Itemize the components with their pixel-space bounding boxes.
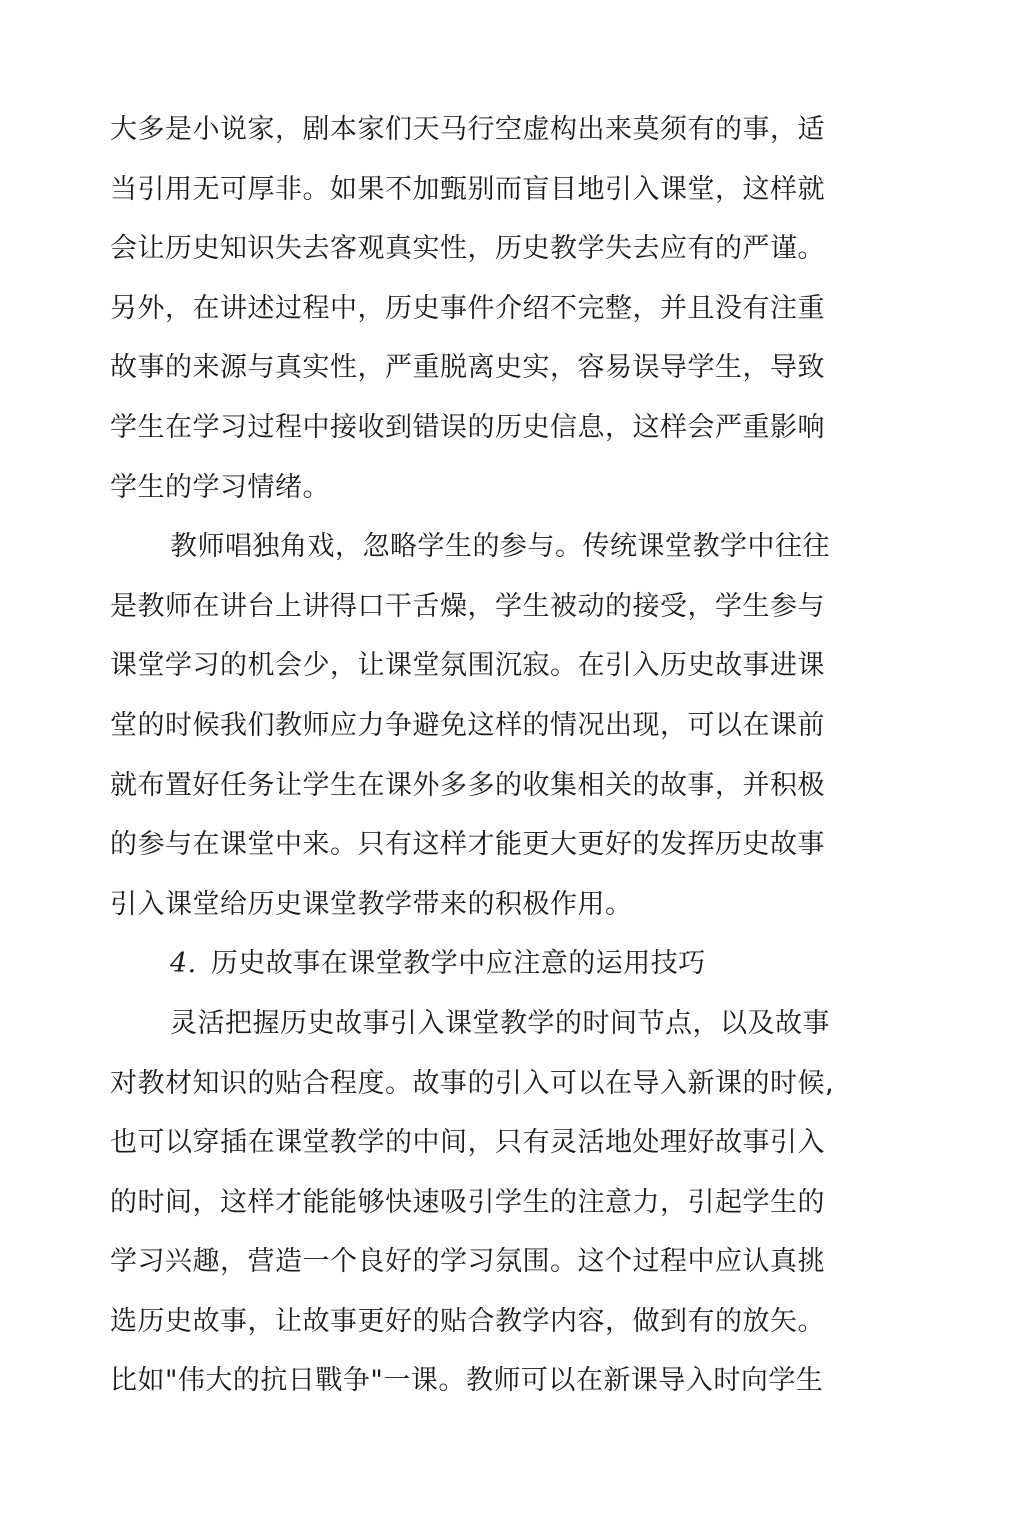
text-line: 选历史故事，让故事更好的贴合教学内容，做到有的放矢。: [110, 1305, 825, 1337]
text-line: 也可以穿插在课堂教学的中间，只有灵活地处理好故事引入: [110, 1127, 825, 1159]
text-line: 是教师在讲台上讲得口干舌燥，学生被动的接受，学生参与: [110, 590, 825, 622]
text-line: 学生在学习过程中接收到错误的历史信息，这样会严重影响: [110, 411, 825, 443]
paragraph-start-line: 教师唱独角戏，忽略学生的参与。传统课堂教学中往往: [170, 531, 830, 563]
text-line: 当引用无可厚非。如果不加甄别而盲目地引入课堂，这样就: [110, 173, 825, 205]
text-line: 故事的来源与真实性，严重脱离史实，容易误导学生，导致: [110, 352, 825, 384]
text-line: 会让历史知识失去客观真实性，历史教学失去应有的严谨。: [110, 233, 825, 265]
text-line: 的参与在课堂中来。只有这样才能更大更好的发挥历史故事: [110, 829, 825, 861]
section-number: 4.: [170, 948, 197, 980]
text-line: 大多是小说家，剧本家们天马行空虚构出来莫须有的事，适: [110, 114, 825, 145]
text-line: 的时间，这样才能能够快速吸引学生的注意力，引起学生的: [110, 1186, 825, 1218]
text-line: 另外，在讲述过程中，历史事件介绍不完整，并且没有注重: [110, 292, 825, 324]
text-line: 学习兴趣，营造一个良好的学习氛围。这个过程中应认真挑: [110, 1246, 825, 1278]
paragraph-start-line: 灵活把握历史故事引入课堂教学的时间节点，以及故事: [170, 1007, 830, 1039]
text-line: 对教材知识的贴合程度。故事的引入可以在导入新课的时候,: [110, 1067, 835, 1099]
section-heading: [110, 934, 870, 994]
document-body: [110, 100, 870, 1411]
text-line: 就布置好任务让学生在课外多多的收集相关的故事，并积极: [110, 769, 825, 801]
section-title: 历史故事在课堂教学中应注意的运用技巧: [210, 948, 706, 980]
text-line: 比如"伟大的抗日戰争"一课。教师可以在新课导入时向学生: [110, 1365, 824, 1397]
text-line: 堂的时候我们教师应力争避免这样的情况出现，可以在课前: [110, 709, 825, 741]
text-line: 引入课堂给历史课堂教学带来的积极作用。: [110, 888, 633, 920]
text-line: 学生的学习情绪。: [110, 471, 330, 503]
text-line: 课堂学习的机会少，让课堂氛围沉寂。在引入历史故事进课: [110, 650, 825, 682]
